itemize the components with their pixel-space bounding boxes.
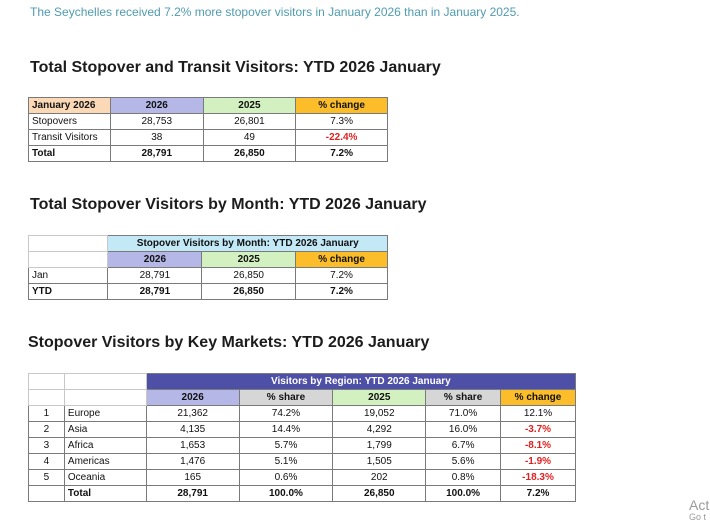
value-cell: 202 [333,470,426,486]
change-cell: 7.2% [296,146,388,162]
value-cell: 28,791 [108,268,202,284]
row-label: YTD [29,284,108,300]
empty-cell [29,486,65,502]
header-cell: % share [426,390,501,406]
share-cell: 100.0% [426,486,501,502]
value-cell: 28,791 [146,486,239,502]
value-cell: 26,850 [203,146,296,162]
header-cell: 2025 [333,390,426,406]
value-cell: 38 [110,130,203,146]
table-header-row [29,390,576,406]
change-cell: 7.2% [501,486,576,502]
row-label: Jan [29,268,108,284]
region-cell: Africa [64,438,146,454]
change-cell: -8.1% [501,438,576,454]
change-cell: 7.2% [296,284,388,300]
table-row [29,438,576,454]
value-cell: 26,850 [333,486,426,502]
empty-cell [29,252,108,268]
value-cell: 26,850 [202,284,296,300]
value-cell: 1,476 [146,454,239,470]
share-cell: 14.4% [239,422,333,438]
value-cell: 165 [146,470,239,486]
header-cell: 2026 [146,390,239,406]
region-cell: Americas [64,454,146,470]
empty-cell [64,374,146,390]
table-row [29,130,388,146]
value-cell: 1,653 [146,438,239,454]
value-cell: 4,135 [146,422,239,438]
value-cell: 28,791 [108,284,202,300]
stopover-transit-table [28,97,388,162]
section2-title: Total Stopover Visitors by Month: YTD 2026 January [30,196,427,213]
share-cell: 0.8% [426,470,501,486]
share-cell: 5.7% [239,438,333,454]
share-cell: 16.0% [426,422,501,438]
key-markets-table [28,373,576,502]
value-cell: 28,753 [110,114,203,130]
rank-cell: 4 [29,454,65,470]
header-cell: % change [296,98,388,114]
value-cell: 21,362 [146,406,239,422]
total-row [29,284,388,300]
header-cell: % change [296,252,388,268]
activation-watermark: Act [689,497,710,513]
table-header-row [29,252,388,268]
value-cell: 49 [203,130,296,146]
header-cell: January 2026 [29,98,111,114]
region-cell: Europe [64,406,146,422]
share-cell: 0.6% [239,470,333,486]
rank-cell: 5 [29,470,65,486]
table-row [29,406,576,422]
empty-cell [29,236,108,252]
change-cell: 12.1% [501,406,576,422]
change-cell: -1.9% [501,454,576,470]
header-cell: 2025 [202,252,296,268]
region-cell: Asia [64,422,146,438]
table-caption: Stopover Visitors by Month: YTD 2026 January [108,236,388,252]
header-cell: 2026 [110,98,203,114]
monthly-stopover-table [28,235,388,300]
value-cell: 1,505 [333,454,426,470]
value-cell: 26,801 [203,114,296,130]
share-cell: 6.7% [426,438,501,454]
empty-cell [64,390,146,406]
row-label: Total [64,486,146,502]
table-row [29,268,388,284]
intro-text: The Seychelles received 7.2% more stopover visitors in January 2026 than in January 2025. [30,5,520,19]
change-cell: 7.2% [296,268,388,284]
share-cell: 5.6% [426,454,501,470]
section1-title: Total Stopover and Transit Visitors: YTD 2026 January [30,59,441,76]
share-cell: 100.0% [239,486,333,502]
row-label: Transit Visitors [29,130,111,146]
share-cell: 71.0% [426,406,501,422]
activation-watermark-subtext: Go t [689,512,707,522]
share-cell: 74.2% [239,406,333,422]
row-label: Stopovers [29,114,111,130]
table-row [29,470,576,486]
value-cell: 4,292 [333,422,426,438]
change-cell: -18.3% [501,470,576,486]
value-cell: 26,850 [202,268,296,284]
change-cell: -3.7% [501,422,576,438]
rank-cell: 1 [29,406,65,422]
share-cell: 5.1% [239,454,333,470]
table-caption-row [29,236,388,252]
table-caption: Visitors by Region: YTD 2026 January [146,374,575,390]
empty-cell [29,374,65,390]
table-row [29,114,388,130]
header-cell: 2026 [108,252,202,268]
table-header-row [29,98,388,114]
header-cell: 2025 [203,98,296,114]
header-cell: % share [239,390,333,406]
change-cell: 7.3% [296,114,388,130]
value-cell: 28,791 [110,146,203,162]
change-cell: -22.4% [296,130,388,146]
table-row [29,454,576,470]
rank-cell: 2 [29,422,65,438]
total-row [29,486,576,502]
empty-cell [29,390,65,406]
table-row [29,422,576,438]
region-cell: Oceania [64,470,146,486]
rank-cell: 3 [29,438,65,454]
header-cell: % change [501,390,576,406]
table-caption-row [29,374,576,390]
section3-title: Stopover Visitors by Key Markets: YTD 2026 January [28,334,430,351]
value-cell: 1,799 [333,438,426,454]
row-label: Total [29,146,111,162]
total-row [29,146,388,162]
value-cell: 19,052 [333,406,426,422]
